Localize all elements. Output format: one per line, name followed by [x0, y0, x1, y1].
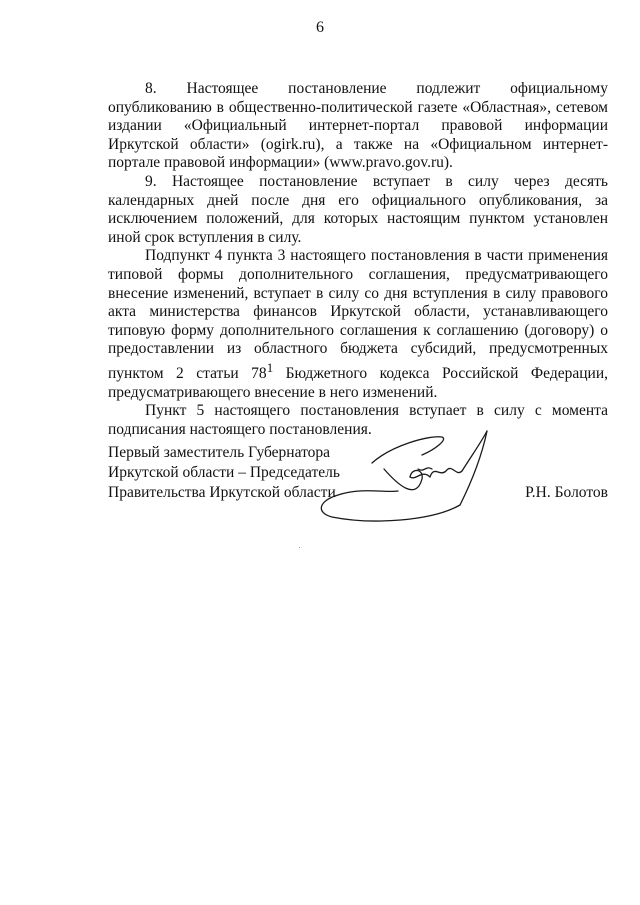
- paragraph-point-5: Пункт 5 настоящего постановления вступает в силу с момента подписания настоящего постановления.: [108, 402, 608, 438]
- position-line-1: Первый заместитель Губернатора: [108, 444, 331, 461]
- page-number: 6: [316, 19, 324, 36]
- handwritten-signature: [312, 425, 512, 525]
- paragraph-8: 8. Настоящее постановление подлежит официальному опубликованию в общественно-политической газете «Областная», сетевом издании «Официальный интернет-портал правовой информации Иркутской области» (ogirk.ru), а также на «Официальном интернет-портале правовой информации» (www.pravo.gov.ru).: [108, 80, 608, 172]
- document-body: [108, 80, 608, 439]
- paragraph-text-before: Подпункт 4 пункта 3 настоящего постановления в части применения типовой формы дополнительного соглашения, предусматривающего внесение изменений, вступает в силу со дня вступления в силу правового акта министерства финансов Иркутской области, устанавливающего типовую форму дополнительного соглашения к соглашению (договору) о предоставлении из областного бюджета субсидий, предусмотренных пунктом 2 статьи 78: [108, 247, 608, 383]
- superscript-marker: 1: [266, 359, 274, 375]
- paragraph-subpoint-4: [108, 247, 608, 402]
- signatory-position: [108, 443, 340, 503]
- signatory-name: Р.Н. Болотов: [525, 484, 608, 501]
- paragraph-9: 9. Настоящее постановление вступает в силу через десять календарных дней после дня его официального опубликования, за исключением положений, для которых настоящим пунктом установлен иной срок вступления в силу.: [108, 172, 608, 246]
- position-line-3: Правительства Иркутской области: [108, 484, 336, 501]
- position-line-2: Иркутской области – Председатель: [108, 464, 340, 481]
- scan-artifact: [299, 547, 300, 548]
- paragraph-text-after: Бюджетного кодекса Российской Федерации, предусматривающего внесение в него изменений.: [108, 365, 608, 401]
